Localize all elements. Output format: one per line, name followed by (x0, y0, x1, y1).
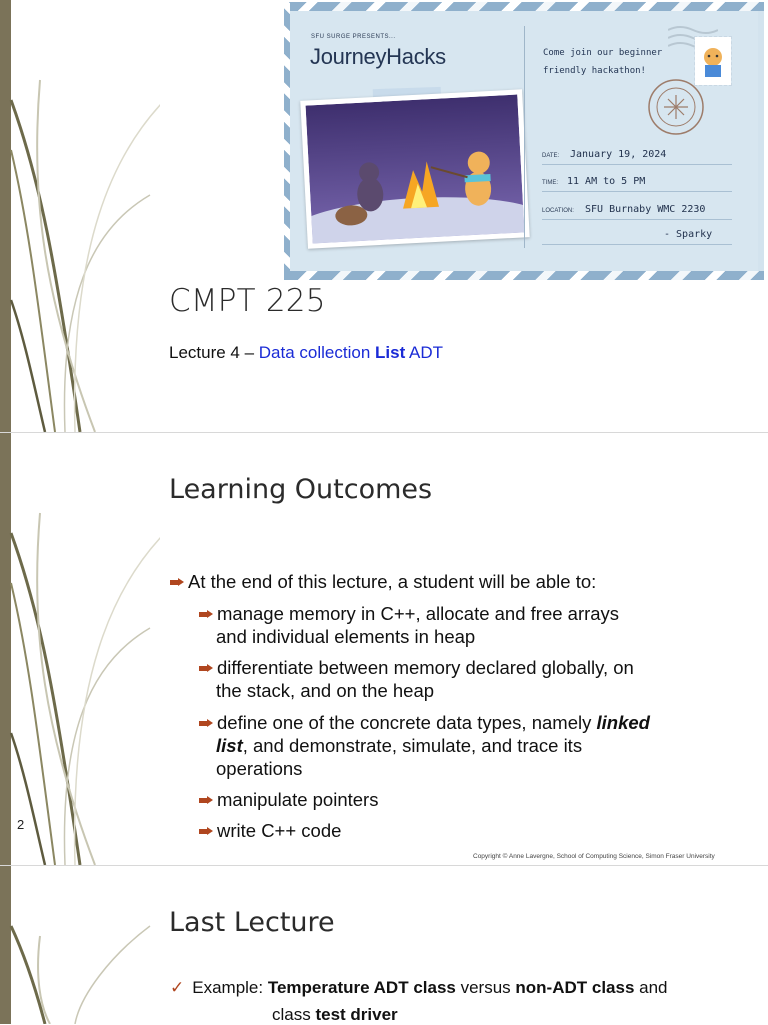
postcard-border-bottom (284, 271, 764, 280)
outcome-line: differentiate between memory declared globally, on (217, 657, 634, 678)
postcard-date-field (542, 142, 732, 165)
arrow-bullet-icon (170, 578, 184, 587)
time-value: 11 AM to 5 PM (567, 176, 646, 187)
slide-title: Last Lecture (169, 907, 335, 938)
line-bold: test driver (315, 1005, 398, 1024)
decorative-stems (0, 866, 160, 1024)
arrow-bullet-icon (199, 827, 213, 836)
arrow-bullet-icon (199, 719, 213, 728)
line-text: Example: (192, 978, 268, 997)
postcard-divider (524, 26, 525, 248)
outcome-line: the stack, and on the heap (216, 680, 435, 701)
outcome-emphasis: linked (596, 712, 650, 733)
decorative-stems (0, 433, 160, 865)
outcome-item (199, 819, 739, 842)
line-text: versus (455, 978, 516, 997)
outcomes-intro-text: At the end of this lecture, a student will be able to: (188, 571, 597, 592)
outcome-item (199, 656, 739, 702)
page-number: 2 (17, 817, 25, 832)
date-label: DATE: (542, 153, 560, 159)
subtitle-blue-text: Data collection (258, 343, 376, 362)
outcome-item (199, 602, 739, 648)
arrow-bullet-icon (199, 796, 213, 805)
postcard-event-name: JourneyHacks (310, 44, 446, 69)
line-text: class (272, 1005, 316, 1024)
line-text: and (634, 978, 668, 997)
subtitle-prefix: Lecture 4 – (169, 343, 259, 362)
subtitle-suffix: ADT (405, 343, 444, 362)
outcome-text: define one of the concrete data types, namely (217, 712, 597, 733)
postcard-location-field (542, 197, 732, 220)
outcome-emphasis: list (216, 735, 243, 756)
arrow-bullet-icon (199, 664, 213, 673)
postcard-border-left (284, 2, 290, 280)
postmark-icon (647, 78, 705, 136)
outcome-line: write C++ code (217, 820, 342, 841)
outcome-line: manage memory in C++, allocate and free arrays (217, 603, 620, 624)
outcome-text: , and demonstrate, simulate, and trace its (242, 735, 583, 756)
slide-1 (0, 0, 768, 432)
postcard-sponsor: SFU SURGE PRESENTS... (311, 34, 396, 40)
copyright-notice: Copyright © Anne Lavergne, School of Computing Science, Simon Fraser University (473, 853, 715, 860)
campfire-illustration (300, 89, 529, 248)
postcard-time-field (542, 169, 732, 192)
location-label: LOCATION: (542, 208, 574, 214)
checkmark-icon: ✓ (170, 978, 185, 997)
hackathon-postcard (284, 2, 764, 280)
subtitle-bold-text: List (375, 343, 406, 362)
slide-3 (0, 866, 768, 1024)
time-label: TIME: (542, 180, 558, 186)
location-value: SFU Burnaby WMC 2230 (585, 204, 706, 215)
postcard-signature: - Sparky (664, 229, 713, 240)
last-lecture-line-continued (272, 1005, 398, 1025)
outcome-item (199, 788, 739, 811)
line-bold: non-ADT class (515, 978, 635, 997)
lecture-subtitle (169, 343, 443, 363)
date-value: January 19, 2024 (570, 149, 667, 160)
line-bold: Temperature ADT class (267, 978, 456, 997)
outcome-line: manipulate pointers (217, 789, 379, 810)
outcomes-intro (170, 571, 596, 593)
outcome-line: and individual elements in heap (216, 626, 476, 647)
postcard-note: Come join our beginner friendly hackathon! (543, 48, 663, 76)
last-lecture-line (170, 978, 668, 998)
outcome-item (199, 711, 739, 780)
decorative-stems (0, 0, 160, 432)
postcard-signature-field (542, 222, 732, 245)
outcome-line: operations (216, 758, 303, 779)
postcard-border-top (284, 2, 764, 11)
arrow-bullet-icon (199, 610, 213, 619)
slide-title: Learning Outcomes (169, 474, 433, 505)
course-title: CMPT 225 (169, 283, 326, 319)
